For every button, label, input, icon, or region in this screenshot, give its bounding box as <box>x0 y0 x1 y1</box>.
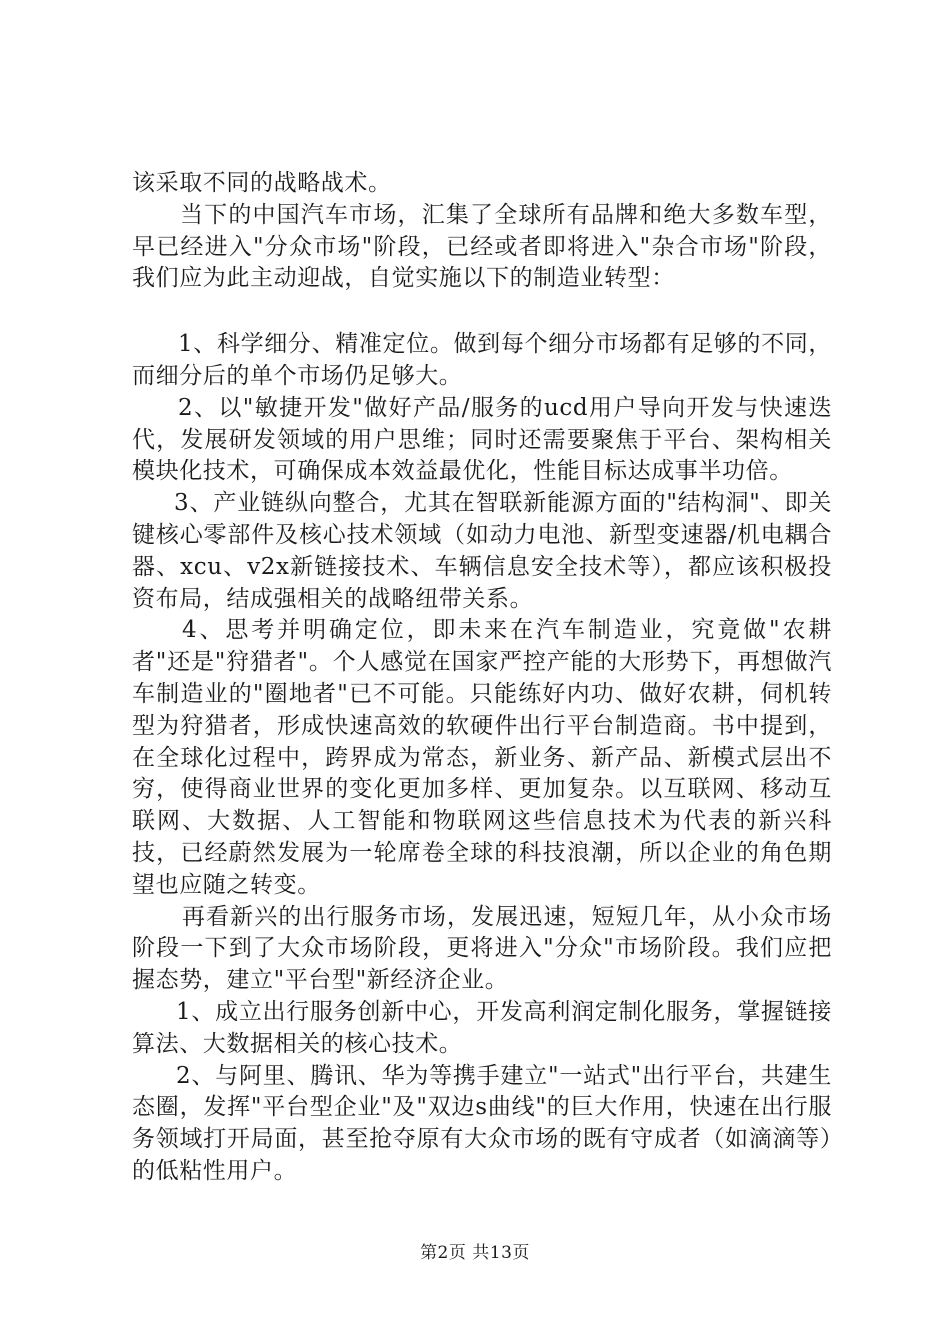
paragraph-spacer <box>132 295 832 329</box>
paragraph-item-4-positioning: 4、思考并明确定位，即未来在汽车制造业，究竟做"农耕者"还是"狩猎者"。个人感觉在国家严控产能的大形势下，再想做汽车制造业的"圈地者"已不可能。只能练好内功、做好农耕，伺机转型为狩猎者，形成快速高效的软硬件出行平台制造商。书中提到，在全球化过程中，跨界成为常态，新业务、新产品、新模式层出不穷，使得商业世界的变化更加多样、更加复杂。以互联网、移动互联网、大数据、人工智能和物联网这些信息技术为代表的新兴科技，已经蔚然发展为一轮席卷全球的科技浪潮，所以企业的角色期望也应随之转变。 <box>132 617 832 898</box>
paragraph-strategy-end: 该采取不同的战略战术。 <box>132 170 392 196</box>
paragraph-china-auto-market: 当下的中国汽车市场，汇集了全球所有品牌和绝大多数车型，早已经进入"分众市场"阶段，已经或者即将进入"杂合市场"阶段，我们应为此主动迎战，自觉实施以下的制造业转型： <box>132 201 832 292</box>
paragraph-item-3-industry-chain: 3、产业链纵向整合，尤其在智联新能源方面的"结构洞"、即关键核心零部件及核心技术领域（如动力电池、新型变速器/机电耦合器、xcu、v2x新链接技术、车辆信息安全技术等），都应该积极投资布局，结成强相关的战略纽带关系。 <box>132 490 832 612</box>
paragraph-mobility-item-1: 1、成立出行服务创新中心，开发高利润定制化服务，掌握链接算法、大数据相关的核心技术。 <box>132 998 832 1057</box>
document-body <box>132 168 832 1188</box>
paragraph-mobility-item-2: 2、与阿里、腾讯、华为等携手建立"一站式"出行平台，共建生态圈，发挥"平台型企业"及"双边s曲线"的巨大作用，快速在出行服务领域打开局面，甚至抢夺原有大众市场的既有守成者（如滴滴等）的低粘性用户。 <box>132 1062 832 1184</box>
paragraph-item-1-segmentation: 1、科学细分、精准定位。做到每个细分市场都有足够的不同，而细分后的单个市场仍足够大。 <box>132 331 832 389</box>
paragraph-mobility-services: 再看新兴的出行服务市场，发展迅速，短短几年，从小众市场阶段一下到了大众市场阶段，更将进入"分众"市场阶段。我们应把握态势，建立"平台型"新经济企业。 <box>132 903 832 994</box>
page-number-footer: 第2页 共13页 <box>420 1243 530 1263</box>
paragraph-item-2-agile-development: 2、以"敏捷开发"做好产品/服务的ucd用户导向开发与快速迭代，发展研发领域的用户思维；同时还需要聚焦于平台、架构相关模块化技术，可确保成本效益最优化，性能目标达成事半功倍。 <box>132 394 832 485</box>
